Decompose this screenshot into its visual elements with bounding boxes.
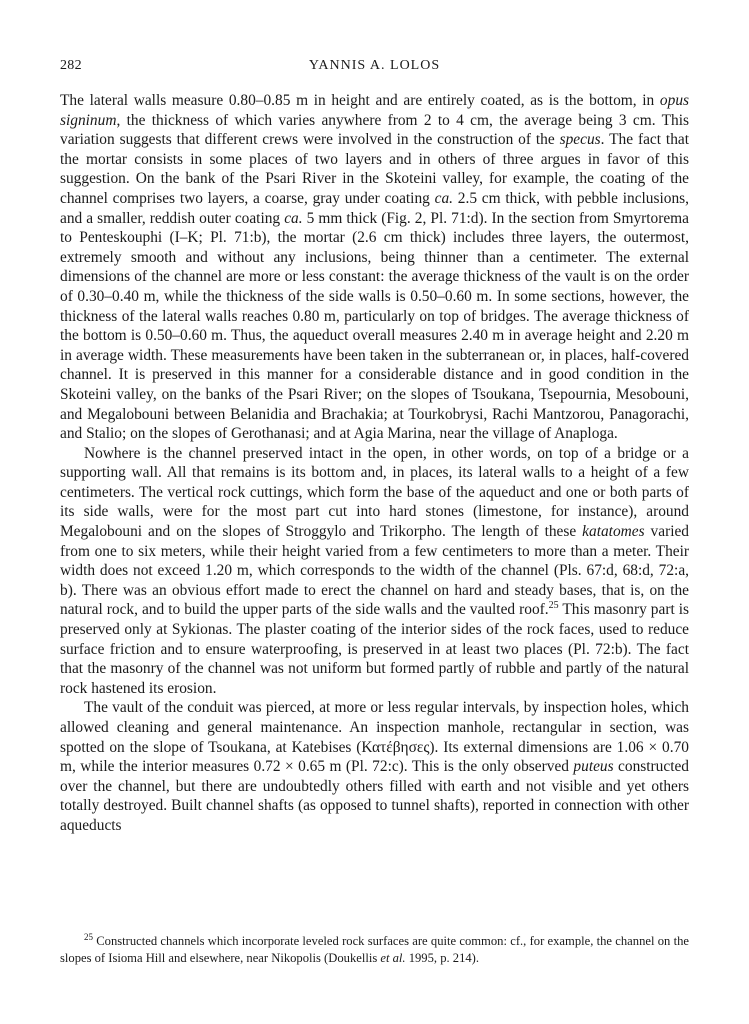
text-run: Nowhere is the channel preserved intact in the open, in other words, on top of a bridge or a supporting wall. All that remains is its bottom and, in places, its lateral walls to a height of a few centimeters. The vertical rock cuttings, which form the base of the aqueduct and one or both parts of its side walls, were for the most part cut into hard stones (limestone, for instance), around Megalobouni and on the slopes of Stroggylo and Trikorpho. The length of these [60,444,689,541]
running-head: YANNIS A. LOLOS [308,58,441,73]
paragraph [60,444,689,699]
text-run: Constructed channels which incorporate leveled rock surfaces are quite common: cf., for example, the channel on the slopes of Isioma Hill and elsewhere, near Nikopolis (Doukellis [60,934,689,965]
text-run: 2.5 cm thick, with pebble inclusions, and a smaller, reddish outer coating [60,189,689,227]
text-run: . The fact that the mortar consists in some places of two layers and in others of three argues in favor of this suggestion. On the bank of the Psari River in the Skoteini valley, for example, the coating of the channel comprises two layers, a coarse, gray under coating [60,131,690,207]
footnote-ref: 25 [548,600,559,612]
italic-term: ca. [434,189,453,207]
footnote [60,933,689,967]
text-run: 1995, p. 214). [405,951,480,965]
body-text [60,91,689,836]
footnote-ref: 25 [84,931,93,942]
italic-term: puteus [573,758,614,776]
paragraph [60,698,689,835]
paragraph [60,91,689,444]
italic-term: et al. [380,951,406,965]
text-run: 5 mm thick (Fig. 2, Pl. 71:d). In the section from Smyrtorema to Penteskouphi (I–K; Pl. 71:b), the mortar (2.6 cm thick) includes three layers, the outermost, extremely smooth and without any inclusions, being thinner than a centimeter. The external dimensions of the channel are more or less constant: the average thickness of the vault is on the order of 0.30–0.40 m, while the thickness of the side walls is 0.50–0.60 m. In some sections, however, the thickness of the lateral walls reaches 0.80 m, particularly on top of bridges. The average thickness of the bottom is 0.50–0.60 m. Thus, the aqueduct overall measures 2.40 m in average height and 2.20 m in average width. These measurements have been taken in the subterranean or, in places, half-covered channel. It is preserved in this manner for a considerable distance and in good condition in the Skoteini valley, on the banks of the Psari River; on the slopes of Tsoukana, Tsepournia, Mesobouni, and Megalobouni between Belanidia and Brachakia; at Tourkobrysi, Rachi Mantzorou, Panagorachi, and Stalio; on the slopes of Gerothanasi; and at Agia Marina, near the village of Anaploga. [60,209,689,443]
text-run: The vault of the conduit was pierced, at more or less regular intervals, by inspection holes, which allowed cleaning and general maintenance. An inspection manhole, rectangular in section, was spotted on the slope of Tsoukana, at Katebises (Κατέβησες). Its external dimensions are 1.06 × 0.70 m, while the interior measures 0.72 × 0.65 m (Pl. 72:c). This is the only observed [60,699,689,776]
italic-term: katatomes [582,523,645,541]
italic-term: opus signinum [60,92,689,129]
text-run: , the thickness of which varies anywhere from 2 to 4 cm, the average being 3 cm. This variation suggests that different crews were involved in the construction of the [60,111,689,149]
text-run: This masonry part is preserved only at Sykionas. The plaster coating of the interior sides of the rock faces, used to reduce surface friction and to ensure waterproofing, is preserved in at least two places (Pl. 72:b). The fact that the masonry of the channel was not uniform but formed partly of rubble and partly of the natural rock hastened its erosion. [60,601,690,697]
text-run: varied from one to six meters, while their height varied from a few centimeters to more than a meter. Their width does not exceed 1.20 m, which corresponds to the width of the channel (Pls. 67:d, 68:d, 72:a, b). There was an obvious effort made to erect the channel on hard and steady bases, that is, on the natural rock, and to build the upper parts of the side walls and the vaulted roof. [60,523,689,619]
page-number: 282 [60,58,82,73]
text-run: The lateral walls measure 0.80–0.85 m in height and are entirely coated, as is the bottom, in [60,92,660,109]
text-run: constructed over the channel, but there are undoubtedly others filled with earth and not visible and yet others totally destroyed. Built channel shafts (as opposed to tunnel shafts), reported in connection with other aqueducts [60,758,689,834]
italic-term: ca. [284,209,303,227]
italic-term: specus [559,131,601,149]
